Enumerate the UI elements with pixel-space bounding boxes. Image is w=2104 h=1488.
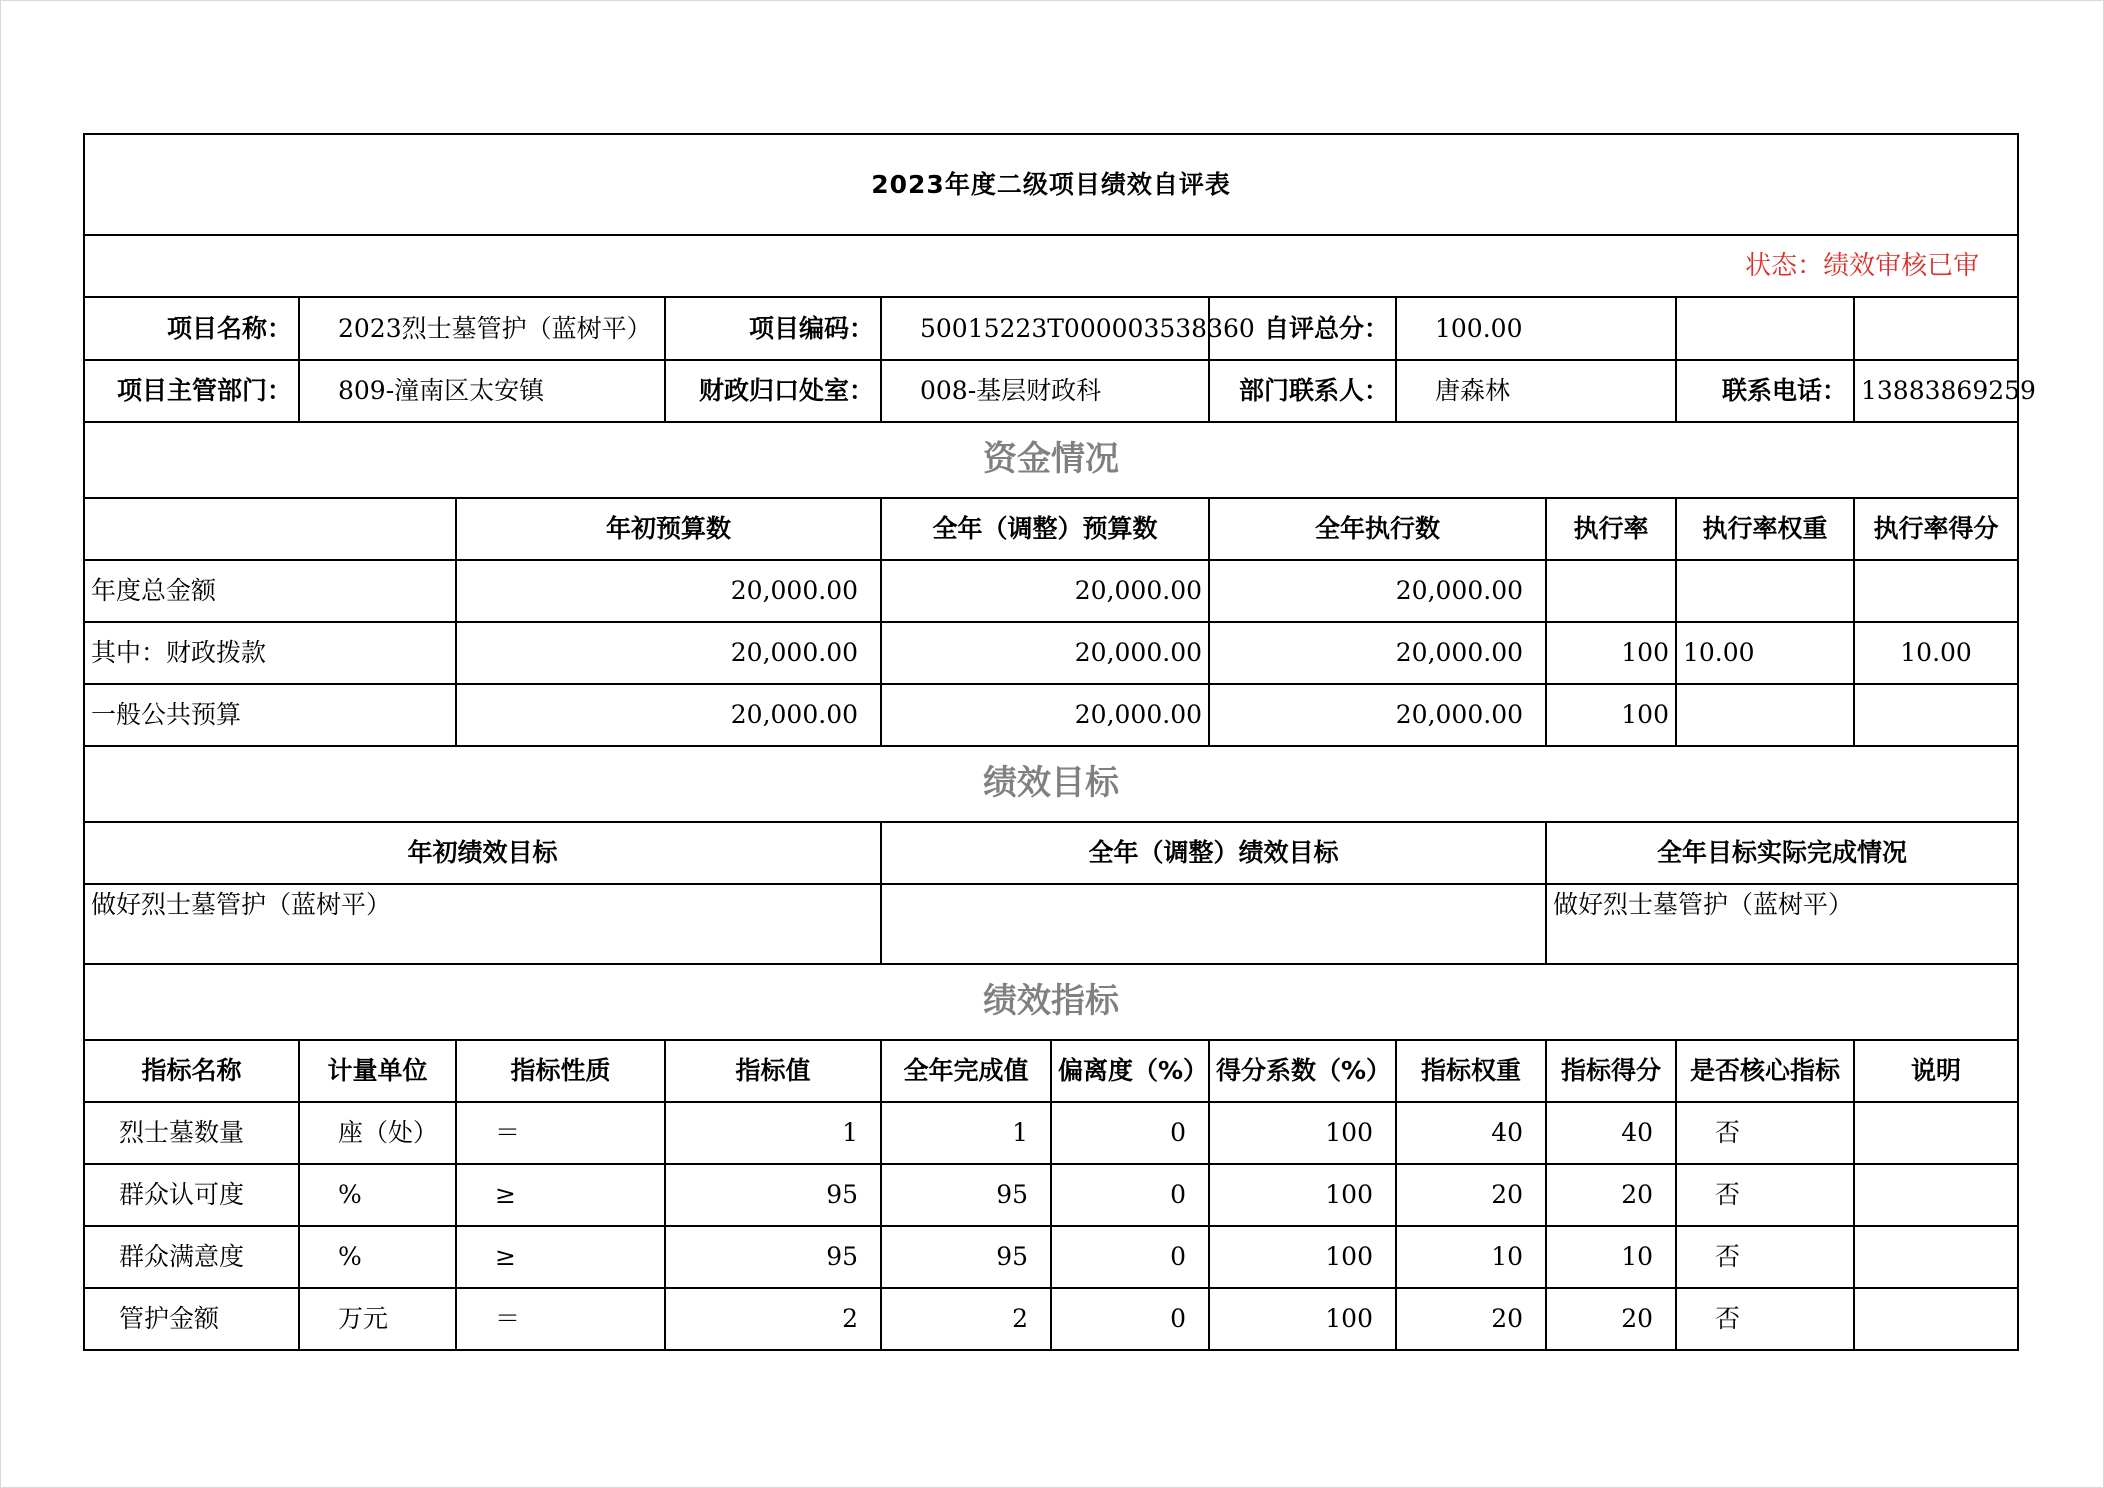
funds-header-blank <box>84 498 456 560</box>
indicator-unit: % <box>299 1226 456 1288</box>
indicator-weight: 40 <box>1396 1102 1546 1164</box>
indicator-nature: ＝ <box>456 1288 665 1350</box>
phone-value: 13883869259 <box>1854 360 2018 422</box>
funds-row-weight <box>1676 684 1854 746</box>
info-empty-cell <box>1854 297 2018 360</box>
indicator-score: 10 <box>1546 1226 1676 1288</box>
funds-section-title: 资金情况 <box>84 422 2018 498</box>
indicator-done: 95 <box>881 1226 1051 1288</box>
indicator-header-coef: 得分系数（%） <box>1209 1040 1396 1102</box>
funds-row-label: 其中：财政拨款 <box>84 622 456 684</box>
indicator-core: 否 <box>1676 1226 1854 1288</box>
indicator-done: 1 <box>881 1102 1051 1164</box>
project-code-value: 50015223T000003538360 <box>881 297 1209 360</box>
indicator-note <box>1854 1102 2018 1164</box>
indicator-core: 否 <box>1676 1164 1854 1226</box>
funds-header-rate: 执行率 <box>1546 498 1676 560</box>
funds-row-weight <box>1676 560 1854 622</box>
dept-value: 809-潼南区太安镇 <box>299 360 665 422</box>
info-empty-cell <box>1676 297 1854 360</box>
funds-header-score: 执行率得分 <box>1854 498 2018 560</box>
indicator-unit: 万元 <box>299 1288 456 1350</box>
indicator-unit: 座（处） <box>299 1102 456 1164</box>
funds-header-initial: 年初预算数 <box>456 498 881 560</box>
page-title: 2023年度二级项目绩效自评表 <box>84 134 2018 235</box>
performance-self-evaluation-sheet <box>83 133 2036 1351</box>
table-row <box>84 684 2018 746</box>
self-score-label: 自评总分： <box>1209 297 1396 360</box>
indicator-header-core: 是否核心指标 <box>1676 1040 1854 1102</box>
contact-value: 唐森林 <box>1396 360 1676 422</box>
indicator-nature: ≥ <box>456 1226 665 1288</box>
goals-adjusted-text <box>881 884 1546 964</box>
indicator-coef: 100 <box>1209 1288 1396 1350</box>
funds-header-adjusted: 全年（调整）预算数 <box>881 498 1209 560</box>
indicators-section-title: 绩效指标 <box>84 964 2018 1040</box>
indicator-header-nature: 指标性质 <box>456 1040 665 1102</box>
funds-row-executed: 20,000.00 <box>1209 560 1546 622</box>
funds-row-label: 一般公共预算 <box>84 684 456 746</box>
indicator-unit: % <box>299 1164 456 1226</box>
table-row <box>84 1102 2018 1164</box>
indicator-weight: 20 <box>1396 1164 1546 1226</box>
indicator-done: 2 <box>881 1288 1051 1350</box>
funds-row-score <box>1854 560 2018 622</box>
goals-header-initial: 年初绩效目标 <box>84 822 881 884</box>
indicator-header-weight: 指标权重 <box>1396 1040 1546 1102</box>
indicator-deviation: 0 <box>1051 1288 1209 1350</box>
indicator-score: 20 <box>1546 1164 1676 1226</box>
indicator-name: 群众满意度 <box>84 1226 299 1288</box>
goals-header-actual: 全年目标实际完成情况 <box>1546 822 2018 884</box>
indicator-done: 95 <box>881 1164 1051 1226</box>
funds-row-adjusted: 20,000.00 <box>881 560 1209 622</box>
goals-section-title: 绩效目标 <box>84 746 2018 822</box>
indicator-deviation: 0 <box>1051 1226 1209 1288</box>
indicator-header-done: 全年完成值 <box>881 1040 1051 1102</box>
indicator-header-name: 指标名称 <box>84 1040 299 1102</box>
self-score-value: 100.00 <box>1396 297 1676 360</box>
indicator-nature: ≥ <box>456 1164 665 1226</box>
funds-row-adjusted: 20,000.00 <box>881 622 1209 684</box>
indicator-header-unit: 计量单位 <box>299 1040 456 1102</box>
funds-row-rate: 100 <box>1546 684 1676 746</box>
indicator-coef: 100 <box>1209 1226 1396 1288</box>
indicator-note <box>1854 1164 2018 1226</box>
table-row <box>84 1226 2018 1288</box>
goals-actual-text: 做好烈士墓管护（蓝树平） <box>1546 884 2018 964</box>
goals-header-adjusted: 全年（调整）绩效目标 <box>881 822 1546 884</box>
phone-label: 联系电话： <box>1676 360 1854 422</box>
funds-row-initial: 20,000.00 <box>456 560 881 622</box>
funds-row-label: 年度总金额 <box>84 560 456 622</box>
table-row <box>84 622 2018 684</box>
funds-row-adjusted: 20,000.00 <box>881 684 1209 746</box>
indicator-header-score: 指标得分 <box>1546 1040 1676 1102</box>
evaluation-table <box>83 133 2036 1351</box>
indicator-name: 群众认可度 <box>84 1164 299 1226</box>
indicator-weight: 10 <box>1396 1226 1546 1288</box>
contact-label: 部门联系人： <box>1209 360 1396 422</box>
status-badge: 状态：绩效审核已审 <box>84 235 2018 297</box>
indicator-deviation: 0 <box>1051 1164 1209 1226</box>
indicator-coef: 100 <box>1209 1102 1396 1164</box>
funds-header-executed: 全年执行数 <box>1209 498 1546 560</box>
dept-label: 项目主管部门： <box>84 360 299 422</box>
funds-row-weight: 10.00 <box>1676 622 1854 684</box>
indicator-value: 95 <box>665 1164 881 1226</box>
indicator-header-value: 指标值 <box>665 1040 881 1102</box>
indicator-core: 否 <box>1676 1288 1854 1350</box>
indicator-value: 2 <box>665 1288 881 1350</box>
indicator-score: 40 <box>1546 1102 1676 1164</box>
project-name-label: 项目名称： <box>84 297 299 360</box>
funds-row-rate: 100 <box>1546 622 1676 684</box>
funds-row-initial: 20,000.00 <box>456 622 881 684</box>
funds-row-executed: 20,000.00 <box>1209 622 1546 684</box>
indicator-header-note: 说明 <box>1854 1040 2018 1102</box>
funds-row-score: 10.00 <box>1854 622 2018 684</box>
indicator-weight: 20 <box>1396 1288 1546 1350</box>
indicator-name: 管护金额 <box>84 1288 299 1350</box>
indicator-name: 烈士墓数量 <box>84 1102 299 1164</box>
indicator-note <box>1854 1226 2018 1288</box>
indicator-score: 20 <box>1546 1288 1676 1350</box>
funds-header-weight: 执行率权重 <box>1676 498 1854 560</box>
table-row <box>84 1288 2018 1350</box>
project-name-value: 2023烈士墓管护（蓝树平） <box>299 297 665 360</box>
funds-row-rate <box>1546 560 1676 622</box>
indicator-value: 95 <box>665 1226 881 1288</box>
funds-row-score <box>1854 684 2018 746</box>
table-row <box>84 1164 2018 1226</box>
indicator-note <box>1854 1288 2018 1350</box>
funds-row-executed: 20,000.00 <box>1209 684 1546 746</box>
indicator-nature: ＝ <box>456 1102 665 1164</box>
indicator-core: 否 <box>1676 1102 1854 1164</box>
project-code-label: 项目编码： <box>665 297 881 360</box>
indicator-deviation: 0 <box>1051 1102 1209 1164</box>
funds-row-initial: 20,000.00 <box>456 684 881 746</box>
indicator-value: 1 <box>665 1102 881 1164</box>
indicator-header-deviation: 偏离度（%） <box>1051 1040 1209 1102</box>
finance-office-label: 财政归口处室： <box>665 360 881 422</box>
indicator-coef: 100 <box>1209 1164 1396 1226</box>
finance-office-value: 008-基层财政科 <box>881 360 1209 422</box>
goals-initial-text: 做好烈士墓管护（蓝树平） <box>84 884 881 964</box>
table-row <box>84 560 2018 622</box>
